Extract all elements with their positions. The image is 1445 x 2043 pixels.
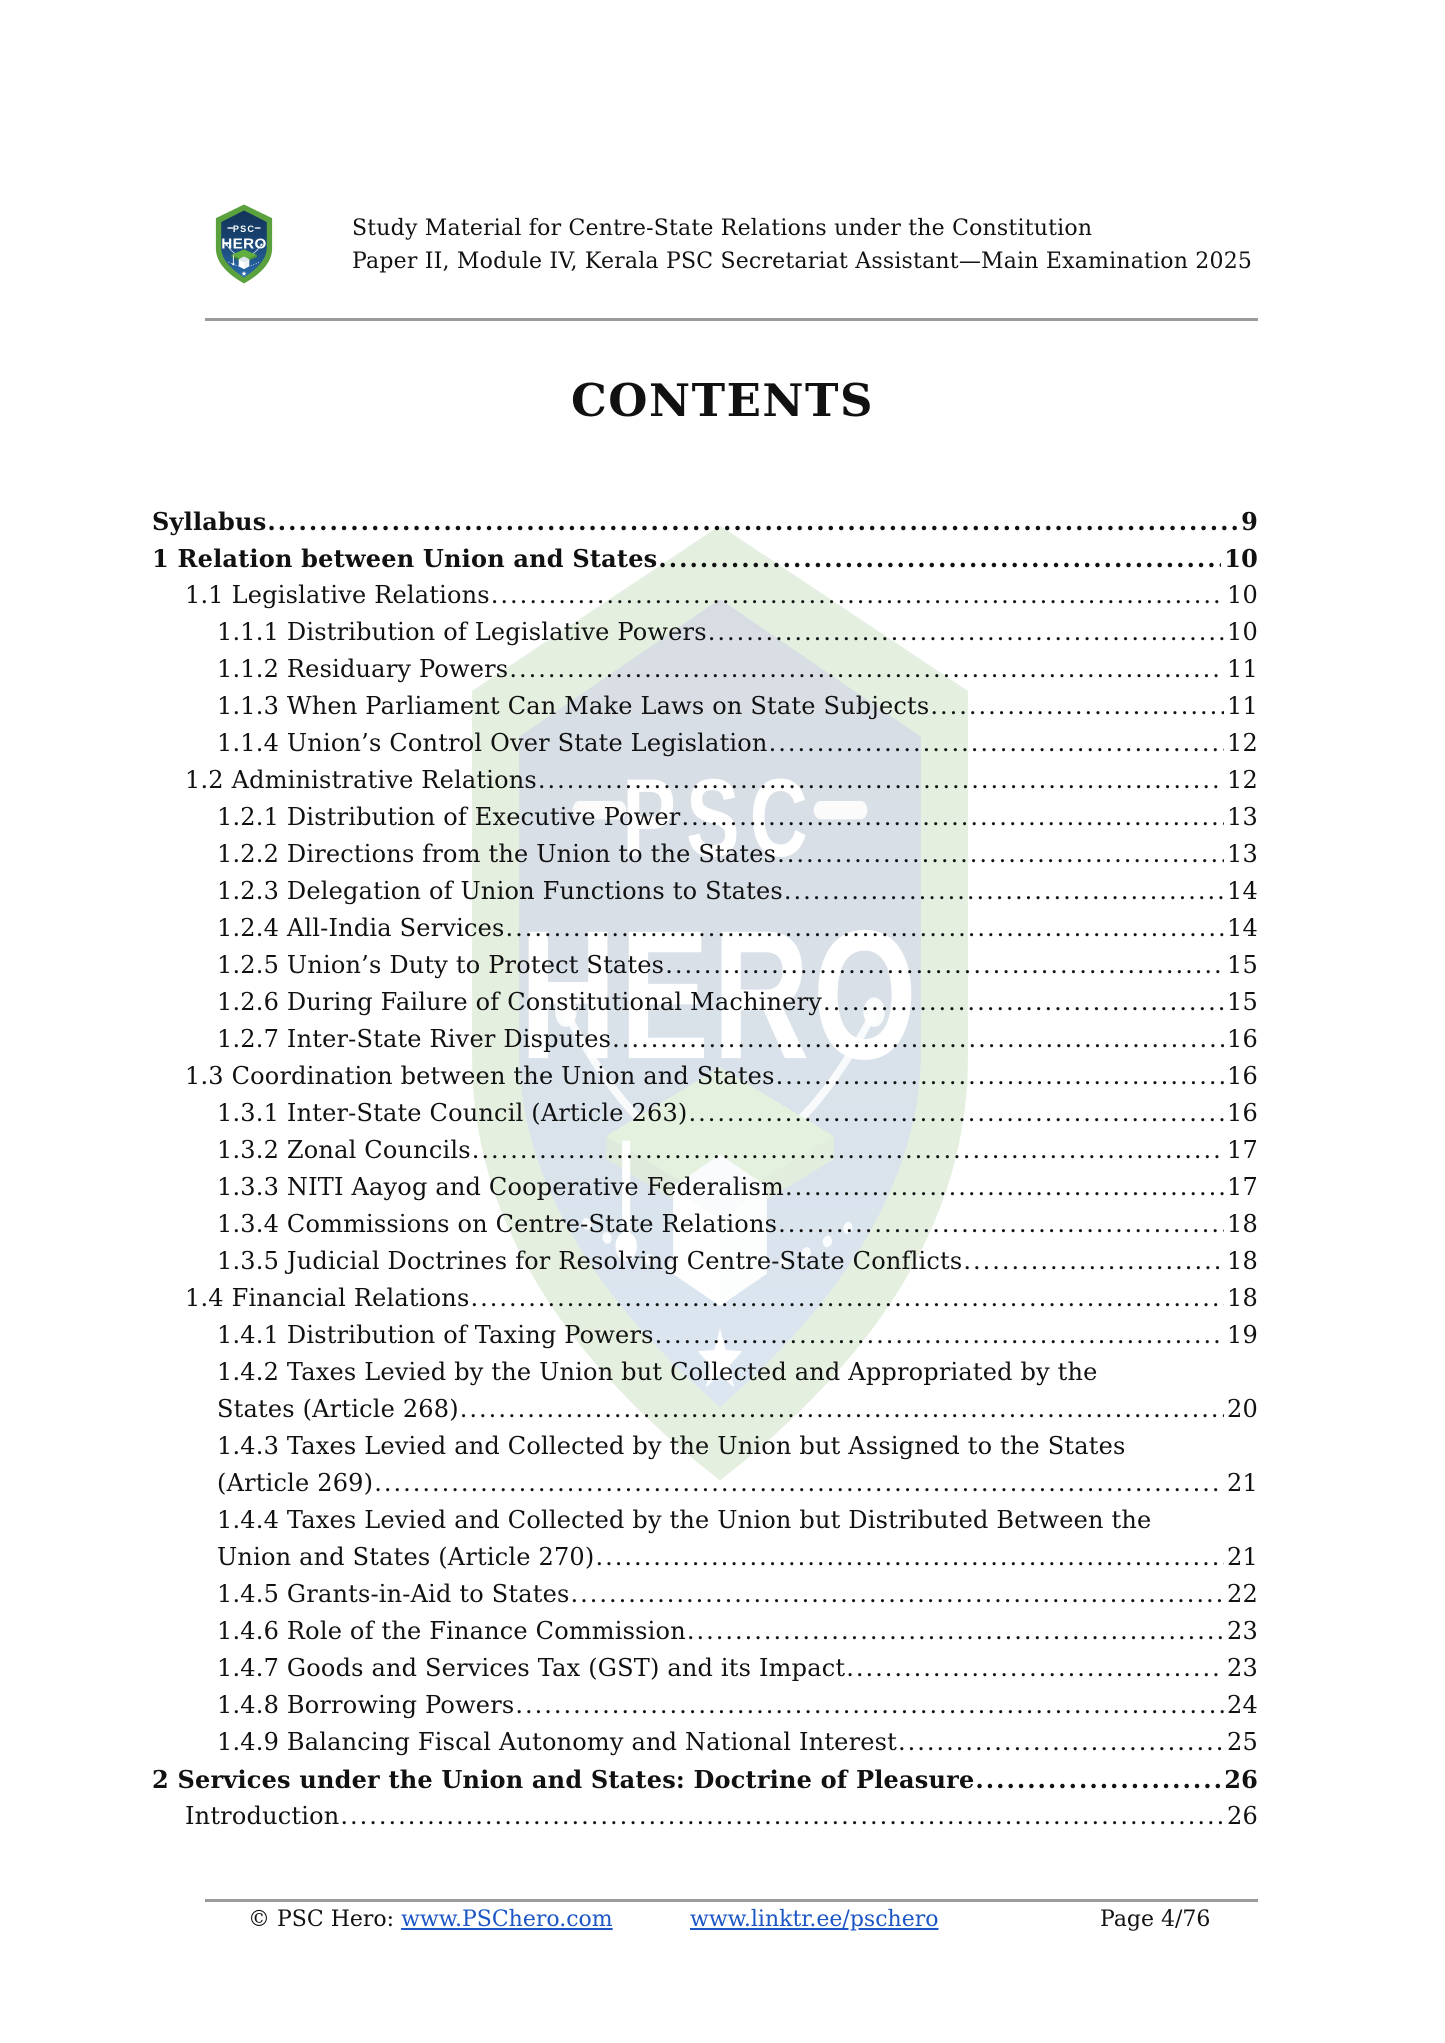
dot-leader — [689, 1095, 1225, 1132]
toc-entry[interactable] — [152, 1317, 1258, 1354]
toc-page-number: 10 — [1227, 581, 1258, 609]
toc-entry[interactable] — [152, 1280, 1258, 1317]
toc-page-number: 22 — [1227, 1580, 1258, 1608]
toc-entry-text: 1.2.1 Distribution of Executive Power — [217, 803, 681, 831]
dot-leader — [612, 1021, 1224, 1058]
toc-entry-text: 1.4.7 Goods and Services Tax (GST) and its Impact — [217, 1654, 846, 1682]
header-divider — [205, 318, 1258, 321]
toc-entry[interactable] — [152, 614, 1258, 651]
toc-entry[interactable] — [152, 1613, 1258, 1650]
toc-entry[interactable] — [152, 910, 1258, 947]
copyright-text: © PSC Hero: — [248, 1907, 402, 1932]
toc-page-number: 17 — [1227, 1173, 1258, 1201]
toc-entry[interactable] — [152, 1687, 1258, 1724]
toc-entry[interactable] — [152, 1206, 1258, 1243]
dot-leader — [823, 984, 1224, 1021]
toc-entry-text: 1.3.1 Inter-State Council (Article 263) — [217, 1099, 688, 1127]
toc-page-number: 23 — [1227, 1617, 1258, 1645]
dot-leader — [687, 1613, 1224, 1650]
toc-page-number: 9 — [1241, 507, 1258, 536]
toc-entry[interactable] — [152, 1169, 1258, 1206]
toc-page-number: 18 — [1227, 1210, 1258, 1238]
toc-entry[interactable] — [152, 1058, 1258, 1095]
toc-page-number: 11 — [1227, 655, 1258, 683]
header-title — [352, 212, 1252, 278]
site-link[interactable]: www.PSChero.com — [401, 1907, 613, 1932]
toc-page-number: 15 — [1227, 951, 1258, 979]
toc-entry[interactable] — [152, 1243, 1258, 1280]
toc-entry-text: 1.2.4 All-India Services — [217, 914, 505, 942]
toc-entry[interactable] — [152, 1354, 1258, 1428]
toc-entry[interactable] — [152, 836, 1258, 873]
toc-entry-text: Union and States (Article 270) — [217, 1543, 595, 1571]
toc-entry[interactable] — [152, 873, 1258, 910]
toc-list — [152, 503, 1258, 1835]
toc-entry[interactable] — [152, 984, 1258, 1021]
dot-leader — [658, 540, 1221, 577]
toc-page-number: 24 — [1227, 1691, 1258, 1719]
toc-page-number: 15 — [1227, 988, 1258, 1016]
toc-page-number: 21 — [1227, 1543, 1258, 1571]
toc-entry-text: States (Article 268) — [217, 1395, 459, 1423]
toc-page-number: 10 — [1224, 544, 1258, 573]
toc-entry-text: Introduction — [185, 1802, 340, 1830]
dot-leader — [898, 1724, 1224, 1761]
toc-entry-text: 1.4.2 Taxes Levied by the Union but Collected and Appropriated by the — [217, 1358, 1098, 1386]
toc-page-number: 13 — [1227, 840, 1258, 868]
toc-entry-text: 1.1.3 When Parliament Can Make Laws on State Subjects — [217, 692, 930, 720]
toc-entry-text: 1.4.8 Borrowing Powers — [217, 1691, 515, 1719]
toc-entry-text: 1.2.5 Union’s Duty to Protect States — [217, 951, 665, 979]
toc-entry[interactable] — [152, 1576, 1258, 1613]
dot-leader — [655, 1317, 1224, 1354]
dot-leader — [506, 910, 1225, 947]
toc-page-number: 26 — [1224, 1765, 1258, 1794]
dot-leader — [784, 873, 1224, 910]
dot-leader — [776, 1058, 1224, 1095]
toc-entry[interactable] — [152, 1095, 1258, 1132]
dot-leader — [975, 1761, 1221, 1798]
toc-entry-text: 1.4.4 Taxes Levied and Collected by the Union but Distributed Between the — [217, 1506, 1152, 1534]
toc-entry[interactable] — [152, 1428, 1258, 1502]
toc-entry[interactable] — [152, 1502, 1258, 1576]
dot-leader — [681, 799, 1224, 836]
toc-entry-text: 1.4 Financial Relations — [185, 1284, 470, 1312]
toc-page-number: 18 — [1227, 1247, 1258, 1275]
dot-leader — [595, 1539, 1224, 1576]
toc-page-number: 21 — [1227, 1469, 1258, 1497]
page-title: CONTENTS — [570, 374, 875, 427]
dot-leader — [846, 1650, 1224, 1687]
toc-entry[interactable] — [152, 1761, 1258, 1798]
toc-entry-text: (Article 269) — [217, 1469, 374, 1497]
toc-entry-text: 1.2.3 Delegation of Union Functions to States — [217, 877, 783, 905]
toc-entry[interactable] — [152, 947, 1258, 984]
toc-entry[interactable] — [152, 540, 1258, 577]
dot-leader — [708, 614, 1224, 651]
dot-leader — [374, 1465, 1224, 1502]
toc-entry[interactable] — [152, 799, 1258, 836]
toc-entry-text: 1.2 Administrative Relations — [185, 766, 537, 794]
toc-entry[interactable] — [152, 1798, 1258, 1835]
toc-entry-text: 1.3.4 Commissions on Centre-State Relations — [217, 1210, 778, 1238]
toc-entry-text: 1.4.3 Taxes Levied and Collected by the Union but Assigned to the States — [217, 1432, 1126, 1460]
toc-entry-text: 1.1.2 Residuary Powers — [217, 655, 509, 683]
toc-entry[interactable] — [152, 688, 1258, 725]
toc-entry-text: 1.3.5 Judicial Doctrines for Resolving Centre-State Conflicts — [217, 1247, 963, 1275]
dot-leader — [930, 688, 1224, 725]
toc-entry[interactable] — [152, 577, 1258, 614]
toc-entry-text: 1.1.4 Union’s Control Over State Legislation — [217, 729, 768, 757]
toc-entry-text: Syllabus — [152, 507, 267, 536]
toc-entry[interactable] — [152, 762, 1258, 799]
toc-entry-text: 1.2.7 Inter-State River Disputes — [217, 1025, 612, 1053]
toc-entry-text: 1.4.6 Role of the Finance Commission — [217, 1617, 686, 1645]
dot-leader — [769, 725, 1224, 762]
toc-page-number: 17 — [1227, 1136, 1258, 1164]
dot-leader — [340, 1798, 1224, 1835]
toc-entry[interactable] — [152, 1021, 1258, 1058]
dot-leader — [267, 503, 1238, 540]
dot-leader — [472, 1132, 1224, 1169]
toc-entry[interactable] — [152, 503, 1258, 540]
toc-page-number: 25 — [1227, 1728, 1258, 1756]
toc-page-number: 14 — [1227, 914, 1258, 942]
page-number-label: Page 4/76 — [1100, 1907, 1211, 1932]
toc-entry-text: 1.4.9 Balancing Fiscal Autonomy and National Interest — [217, 1728, 898, 1756]
dot-leader — [777, 836, 1224, 873]
toc-entry[interactable] — [152, 1724, 1258, 1761]
toc-entry[interactable] — [152, 1650, 1258, 1687]
toc-page-number: 19 — [1227, 1321, 1258, 1349]
toc-page-number: 23 — [1227, 1654, 1258, 1682]
toc-entry-text: 1.1.1 Distribution of Legislative Powers — [217, 618, 707, 646]
toc-page-number: 11 — [1227, 692, 1258, 720]
toc-page-number: 12 — [1227, 729, 1258, 757]
toc-page-number: 16 — [1227, 1099, 1258, 1127]
toc-page-number: 14 — [1227, 877, 1258, 905]
header-title-line1: Study Material for Centre-State Relations under the Constitution — [352, 216, 1093, 241]
dot-leader — [470, 1280, 1224, 1317]
toc-page-number: 12 — [1227, 766, 1258, 794]
toc-entry[interactable] — [152, 725, 1258, 762]
toc-page-number: 26 — [1227, 1802, 1258, 1830]
dot-leader — [460, 1391, 1224, 1428]
dot-leader — [509, 651, 1224, 688]
toc-entry-text: 1.2.2 Directions from the Union to the States — [217, 840, 777, 868]
dot-leader — [571, 1576, 1225, 1613]
footer-copyright — [248, 1907, 613, 1932]
toc-entry-text: 2 Services under the Union and States: Doctrine of Pleasure — [152, 1765, 975, 1794]
footer-divider — [205, 1899, 1258, 1902]
toc-entry-text: 1.2.6 During Failure of Constitutional Machinery — [217, 988, 822, 1016]
toc-entry-text: 1.4.1 Distribution of Taxing Powers — [217, 1321, 654, 1349]
toc-entry-text: 1 Relation between Union and States — [152, 544, 658, 573]
dot-leader — [778, 1206, 1224, 1243]
dot-leader — [538, 762, 1224, 799]
toc-entry-text: 1.3 Coordination between the Union and States — [185, 1062, 775, 1090]
dot-leader — [491, 577, 1224, 614]
toc-entry-text: 1.1 Legislative Relations — [185, 581, 490, 609]
toc-page-number: 16 — [1227, 1062, 1258, 1090]
toc-entry-text: 1.4.5 Grants-in-Aid to States — [217, 1580, 570, 1608]
toc-page-number: 16 — [1227, 1025, 1258, 1053]
toc-page-number: 13 — [1227, 803, 1258, 831]
toc-entry[interactable] — [152, 651, 1258, 688]
toc-entry-text: 1.3.2 Zonal Councils — [217, 1136, 471, 1164]
psc-hero-logo — [206, 202, 282, 286]
toc-entry[interactable] — [152, 1132, 1258, 1169]
dot-leader — [665, 947, 1224, 984]
dot-leader — [785, 1169, 1224, 1206]
linktree-link[interactable]: www.linktr.ee/pschero — [690, 1907, 939, 1932]
dot-leader — [963, 1243, 1224, 1280]
toc-page-number: 18 — [1227, 1284, 1258, 1312]
header-title-line2: Paper II, Module IV, Kerala PSC Secretariat Assistant—Main Examination 2025 — [352, 249, 1253, 274]
toc-entry-text: 1.3.3 NITI Aayog and Cooperative Federalism — [217, 1173, 784, 1201]
toc-page-number: 20 — [1227, 1395, 1258, 1423]
toc-page-number: 10 — [1227, 618, 1258, 646]
dot-leader — [515, 1687, 1224, 1724]
